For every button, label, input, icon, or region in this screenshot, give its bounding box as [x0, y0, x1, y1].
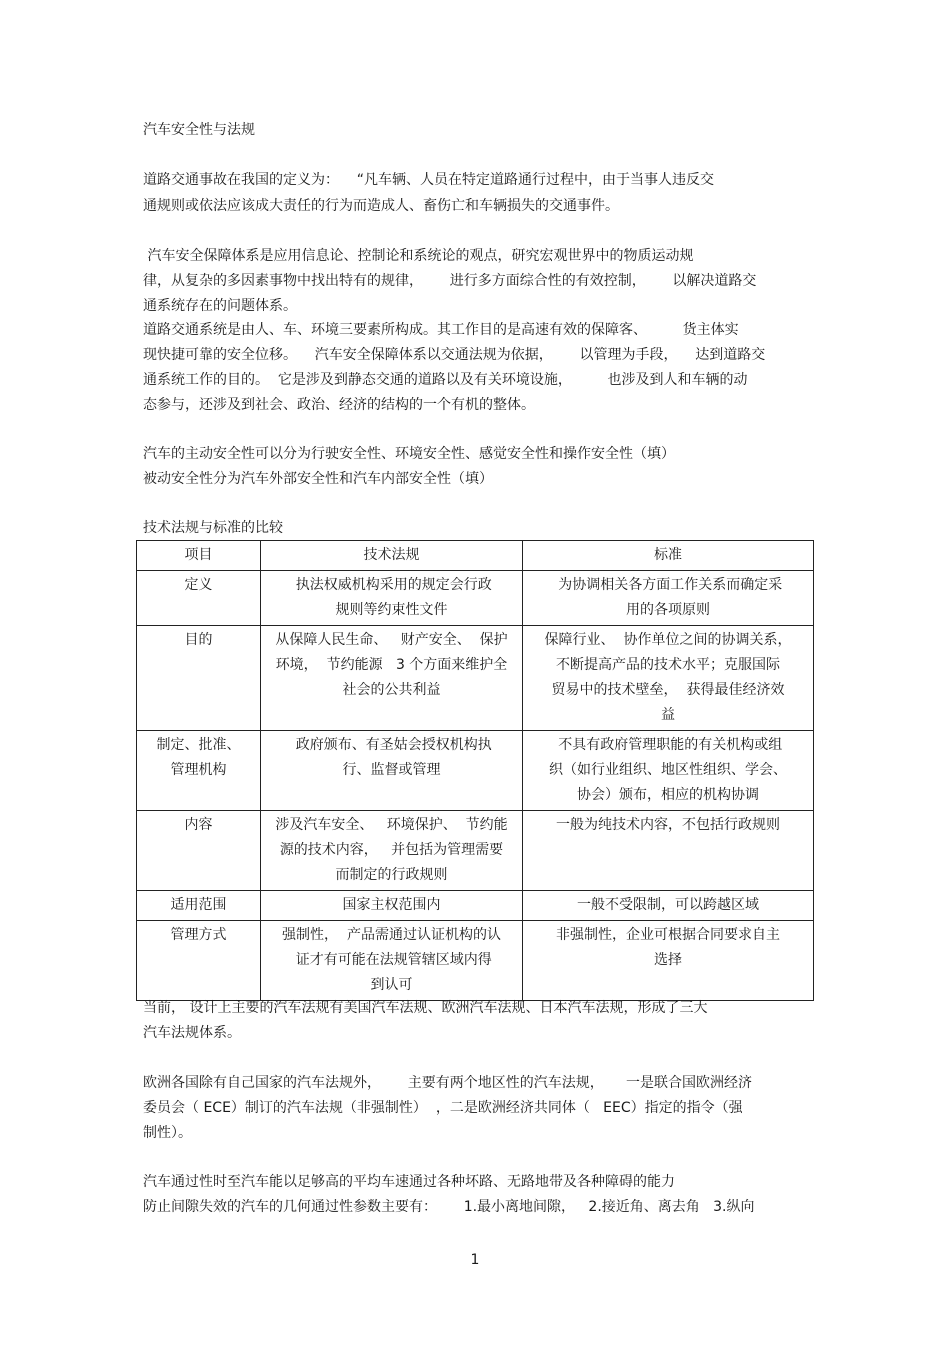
regulation-cell: 执法权威机构采用的规定会行政 规则等约束性文件 — [261, 571, 523, 626]
standard-cell: 不具有政府管理职能的有关机构或组 织（如行业组织、地区性组织、学会、 协会）颁布，相应的机构协调 — [523, 731, 814, 811]
item-cell: 管理方式 — [137, 921, 261, 1001]
item-cell: 定义 — [137, 571, 261, 626]
regulation-cell: 国家主权范围内 — [261, 891, 523, 921]
paragraph-line: 现快捷可靠的安全位移。 汽车安全保障体系以交通法规为依据， 以管理为手段， 达到道路交 — [143, 347, 766, 363]
table-caption: 技术法规与标准的比较 — [143, 520, 283, 536]
header-cell: 技术法规 — [261, 541, 523, 571]
paragraph-line: 被动安全性分为汽车外部安全性和汽车内部安全性（填） — [143, 471, 493, 487]
paragraph-line: 委员会（ ECE）制订的汽车法规（非强制性） ，二是欧洲经济共同体（ EEC）指定的指令（强 — [143, 1100, 743, 1116]
paragraph-line: 通系统工作的目的。 它是涉及到静态交通的道路以及有关环境设施， 也涉及到人和车辆的动 — [143, 372, 748, 388]
paragraph-line: 制性）。 — [143, 1125, 192, 1141]
paragraph-line: 通系统存在的问题体系。 — [143, 298, 297, 314]
table-header-row — [137, 541, 814, 571]
table-row — [137, 921, 814, 1001]
standard-cell: 一般为纯技术内容，不包括行政规则 — [523, 811, 814, 891]
page-number: 1 — [470, 1252, 480, 1268]
table-row — [137, 811, 814, 891]
paragraph-line: 汽车法规体系。 — [143, 1025, 241, 1041]
paragraph-line: 防止间隙失效的汽车的几何通过性参数主要有： 1.最小离地间隙， 2.接近角、离去角 3.纵向 — [143, 1199, 755, 1215]
standard-cell: 一般不受限制，可以跨越区域 — [523, 891, 814, 921]
header-cell: 标准 — [523, 541, 814, 571]
paragraph-line: 态参与，还涉及到社会、政治、经济的结构的一个有机的整体。 — [143, 397, 535, 413]
standard-cell: 非强制性，企业可根据合同要求自主 选择 — [523, 921, 814, 1001]
standard-cell: 为协调相关各方面工作关系而确定采 用的各项原则 — [523, 571, 814, 626]
paragraph-line: 当前， 设计上主要的汽车法规有美国汽车法规、欧洲汽车法规、日本汽车法规，形成了三大 — [143, 1000, 708, 1016]
item-cell: 制定、批准、 管理机构 — [137, 731, 261, 811]
standard-cell: 保障行业、 协作单位之间的协调关系， 不断提高产品的技术水平；克服国际 贸易中的技术壁垒， 获得最佳经济效 益 — [523, 626, 814, 731]
header-cell: 项目 — [137, 541, 261, 571]
table-row — [137, 731, 814, 811]
paragraph-line: 律，从复杂的多因素事物中找出特有的规律， 进行多方面综合性的有效控制， 以解决道路交 — [143, 273, 757, 289]
paragraph-line: 汽车通过性时至汽车能以足够高的平均车速通过各种坏路、无路地带及各种障碍的能力 — [143, 1174, 675, 1190]
paragraph-line: 汽车安全保障体系是应用信息论、控制论和系统论的观点，研究宏观世界中的物质运动规 — [143, 248, 694, 264]
paragraph-line: 通规则或依法应该成大责任的行为而造成人、畜伤亡和车辆损失的交通事件。 — [143, 198, 619, 214]
item-cell: 目的 — [137, 626, 261, 731]
comparison-table — [136, 540, 814, 1001]
item-cell: 适用范围 — [137, 891, 261, 921]
table-row — [137, 571, 814, 626]
paragraph-line: 道路交通系统是由人、车、环境三要素所构成。其工作目的是高速有效的保障客、 货主体实 — [143, 322, 739, 338]
table-row — [137, 626, 814, 731]
item-cell: 内容 — [137, 811, 261, 891]
regulation-cell: 政府颁布、有圣姑会授权机构执 行、监督或管理 — [261, 731, 523, 811]
doc-title: 汽车安全性与法规 — [143, 122, 255, 138]
regulation-cell: 强制性， 产品需通过认证机构的认 证才有可能在法规管辖区域内得 到认可 — [261, 921, 523, 1001]
paragraph-line: 汽车的主动安全性可以分为行驶安全性、环境安全性、感觉安全性和操作安全性（填） — [143, 446, 675, 462]
regulation-cell: 涉及汽车安全、 环境保护、 节约能 源的技术内容， 并包括为管理需要 而制定的行政规则 — [261, 811, 523, 891]
paragraph-line: 欧洲各国除有自己国家的汽车法规外， 主要有两个地区性的汽车法规， 一是联合国欧洲经济 — [143, 1075, 752, 1091]
regulation-cell: 从保障人民生命、 财产安全、 保护 环境， 节约能源 3 个方面来维护全 社会的公共利益 — [261, 626, 523, 731]
paragraph-line: 道路交通事故在我国的定义为： “凡车辆、人员在特定道路通行过程中，由于当事人违反交 — [143, 172, 715, 188]
table-row — [137, 891, 814, 921]
